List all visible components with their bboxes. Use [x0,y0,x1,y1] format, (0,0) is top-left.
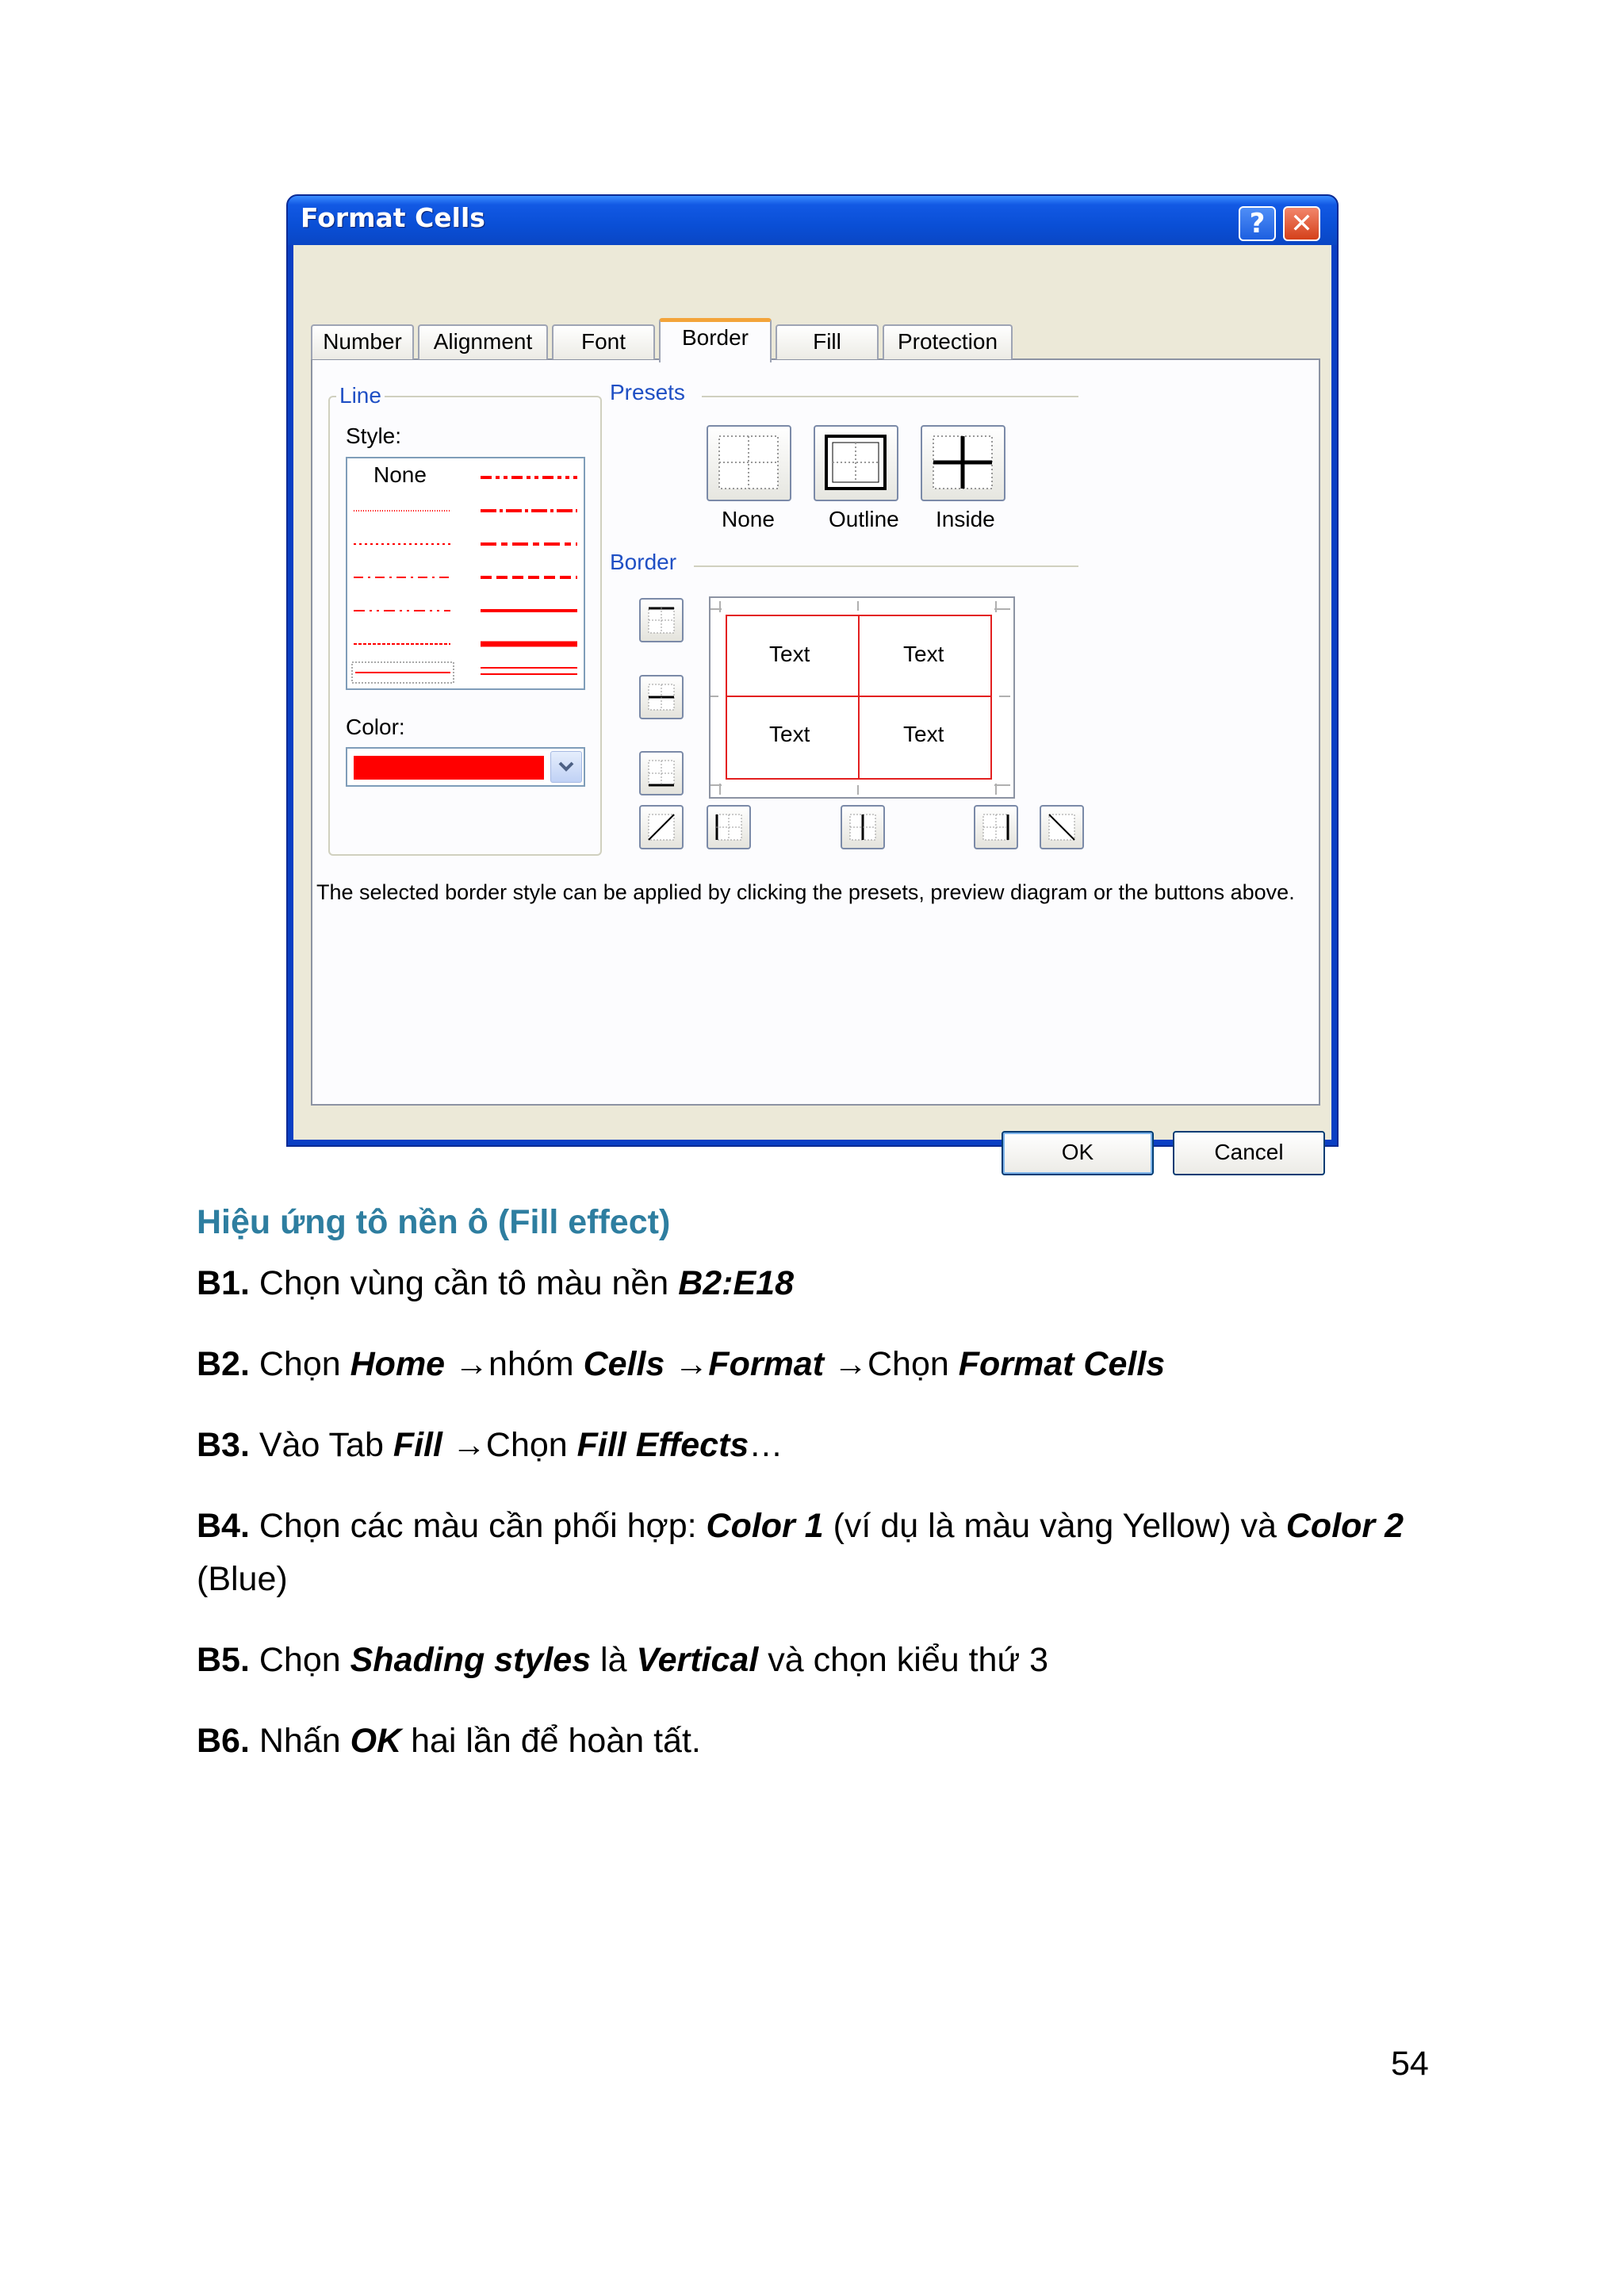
step-b6 [197,1722,701,1761]
preset-outline-label: Outline [829,507,899,531]
step-text: Vào Tab [249,1426,393,1464]
line-style-list[interactable] [346,457,585,690]
cancel-button[interactable]: Cancel [1173,1131,1325,1175]
tab-border[interactable]: Border [659,318,772,362]
section-heading: Hiệu ứng tô nền ô (Fill effect) [197,1203,671,1241]
step-label: B5. [197,1641,250,1679]
border-bottom-icon [641,753,682,794]
step-emphasis: Vertical [636,1641,759,1679]
step-label: B4. [197,1507,250,1545]
border-preview[interactable] [709,596,1015,799]
border-diagonal-down-icon [1041,807,1082,848]
preview-cell-text: Text [903,642,944,666]
border-divider [694,565,1078,567]
step-emphasis: Color 1 [706,1507,824,1545]
step-b3 [197,1426,783,1465]
step-text: →Chọn [824,1345,959,1383]
preset-none-icon [708,427,790,500]
preset-outline-button[interactable] [814,425,898,501]
color-dropdown-button[interactable] [550,751,582,783]
step-emphasis: OK [350,1722,402,1760]
preset-outline-icon [815,427,897,500]
step-emphasis: Fill Effects [576,1426,749,1464]
border-diagonal-up-button[interactable] [639,805,684,849]
line-style-samples[interactable] [347,458,584,688]
border-left-button[interactable] [707,805,751,849]
border-inside-vertical-icon [842,807,883,848]
tab-protection[interactable]: Protection [883,324,1013,359]
color-picker[interactable] [346,747,585,787]
step-text: là [591,1641,637,1679]
border-hint-text: The selected border style can be applied by clicking the presets, preview diagram or the buttons above. [316,880,1295,904]
line-group-label: Line [336,383,385,408]
step-text: Chọn các màu cần phối hợp: [249,1507,707,1545]
step-text: hai lần để hoàn tất. [401,1722,701,1760]
style-label: Style: [346,424,402,448]
step-text: … [749,1426,783,1464]
step-text: Nhấn [249,1722,350,1760]
border-bottom-button[interactable] [639,751,684,795]
help-button[interactable]: ? [1239,206,1276,241]
tab-alignment[interactable]: Alignment [418,324,548,359]
step-label: B1. [197,1264,250,1302]
step-emphasis: Format [708,1345,825,1383]
step-emphasis: Fill [393,1426,442,1464]
presets-group-label: Presets [610,380,685,404]
color-swatch [354,756,544,780]
tab-fill[interactable]: Fill [776,324,879,359]
step-b2 [197,1345,1165,1384]
tab-font[interactable]: Font [552,324,655,359]
step-text: (ví dụ là màu vàng Yellow) và [823,1507,1286,1545]
line-style-none[interactable]: None [373,462,427,487]
page-number: 54 [1391,2045,1429,2083]
step-emphasis: B2:E18 [678,1264,794,1302]
border-inside-horizontal-button[interactable] [639,675,684,719]
step-b4 [197,1507,1404,1546]
presets-divider [702,396,1078,397]
preset-inside-button[interactable] [921,425,1005,501]
dialog-titlebar[interactable] [288,196,1337,245]
step-text: → [665,1345,709,1383]
preview-grid [710,598,1013,797]
step-b5 [197,1641,1048,1680]
dialog-client [293,245,1331,1164]
border-left-icon [708,807,749,848]
preset-none-button[interactable] [707,425,791,501]
border-inside-horizontal-icon [641,677,682,718]
preset-none-label: None [722,507,775,531]
step-text: →nhóm [445,1345,584,1383]
preset-inside-icon [922,427,1004,500]
step-label: B2. [197,1345,250,1383]
step-emphasis: Format Cells [958,1345,1166,1383]
preset-inside-label: Inside [936,507,995,531]
tab-number[interactable]: Number [311,324,414,359]
border-diagonal-up-icon [641,807,682,848]
preview-cell-text: Text [903,722,944,746]
border-diagonal-down-button[interactable] [1040,805,1084,849]
step-b1 [197,1264,794,1303]
preview-cell-text: Text [769,642,810,666]
step-text: và chọn kiểu thứ 3 [758,1641,1049,1679]
border-top-button[interactable] [639,598,684,642]
step-emphasis: Shading styles [350,1641,592,1679]
format-cells-dialog [286,194,1339,1164]
step-text: Chọn vùng cần tô màu nền [249,1264,679,1302]
step-emphasis: Home [350,1345,446,1383]
close-icon: ✕ [1290,208,1313,240]
border-right-button[interactable] [974,805,1018,849]
close-button[interactable] [1283,206,1320,241]
border-group-label: Border [610,550,677,574]
preview-cell-text: Text [769,722,810,746]
step-label: B3. [197,1426,250,1464]
ok-button[interactable]: OK [1002,1131,1154,1175]
dialog-title: Format Cells [301,202,485,233]
step-text: Chọn [249,1641,350,1679]
border-top-icon [641,600,682,641]
border-inside-vertical-button[interactable] [841,805,885,849]
chevron-down-icon [551,752,581,782]
step-b4-continued: (Blue) [197,1560,288,1598]
step-emphasis: Cells [583,1345,665,1383]
step-emphasis: Color 2 [1285,1507,1404,1545]
step-label: B6. [197,1722,250,1760]
border-right-icon [975,807,1017,848]
color-label: Color: [346,715,405,739]
step-text: →Chọn [442,1426,577,1464]
step-text: Chọn [249,1345,350,1383]
